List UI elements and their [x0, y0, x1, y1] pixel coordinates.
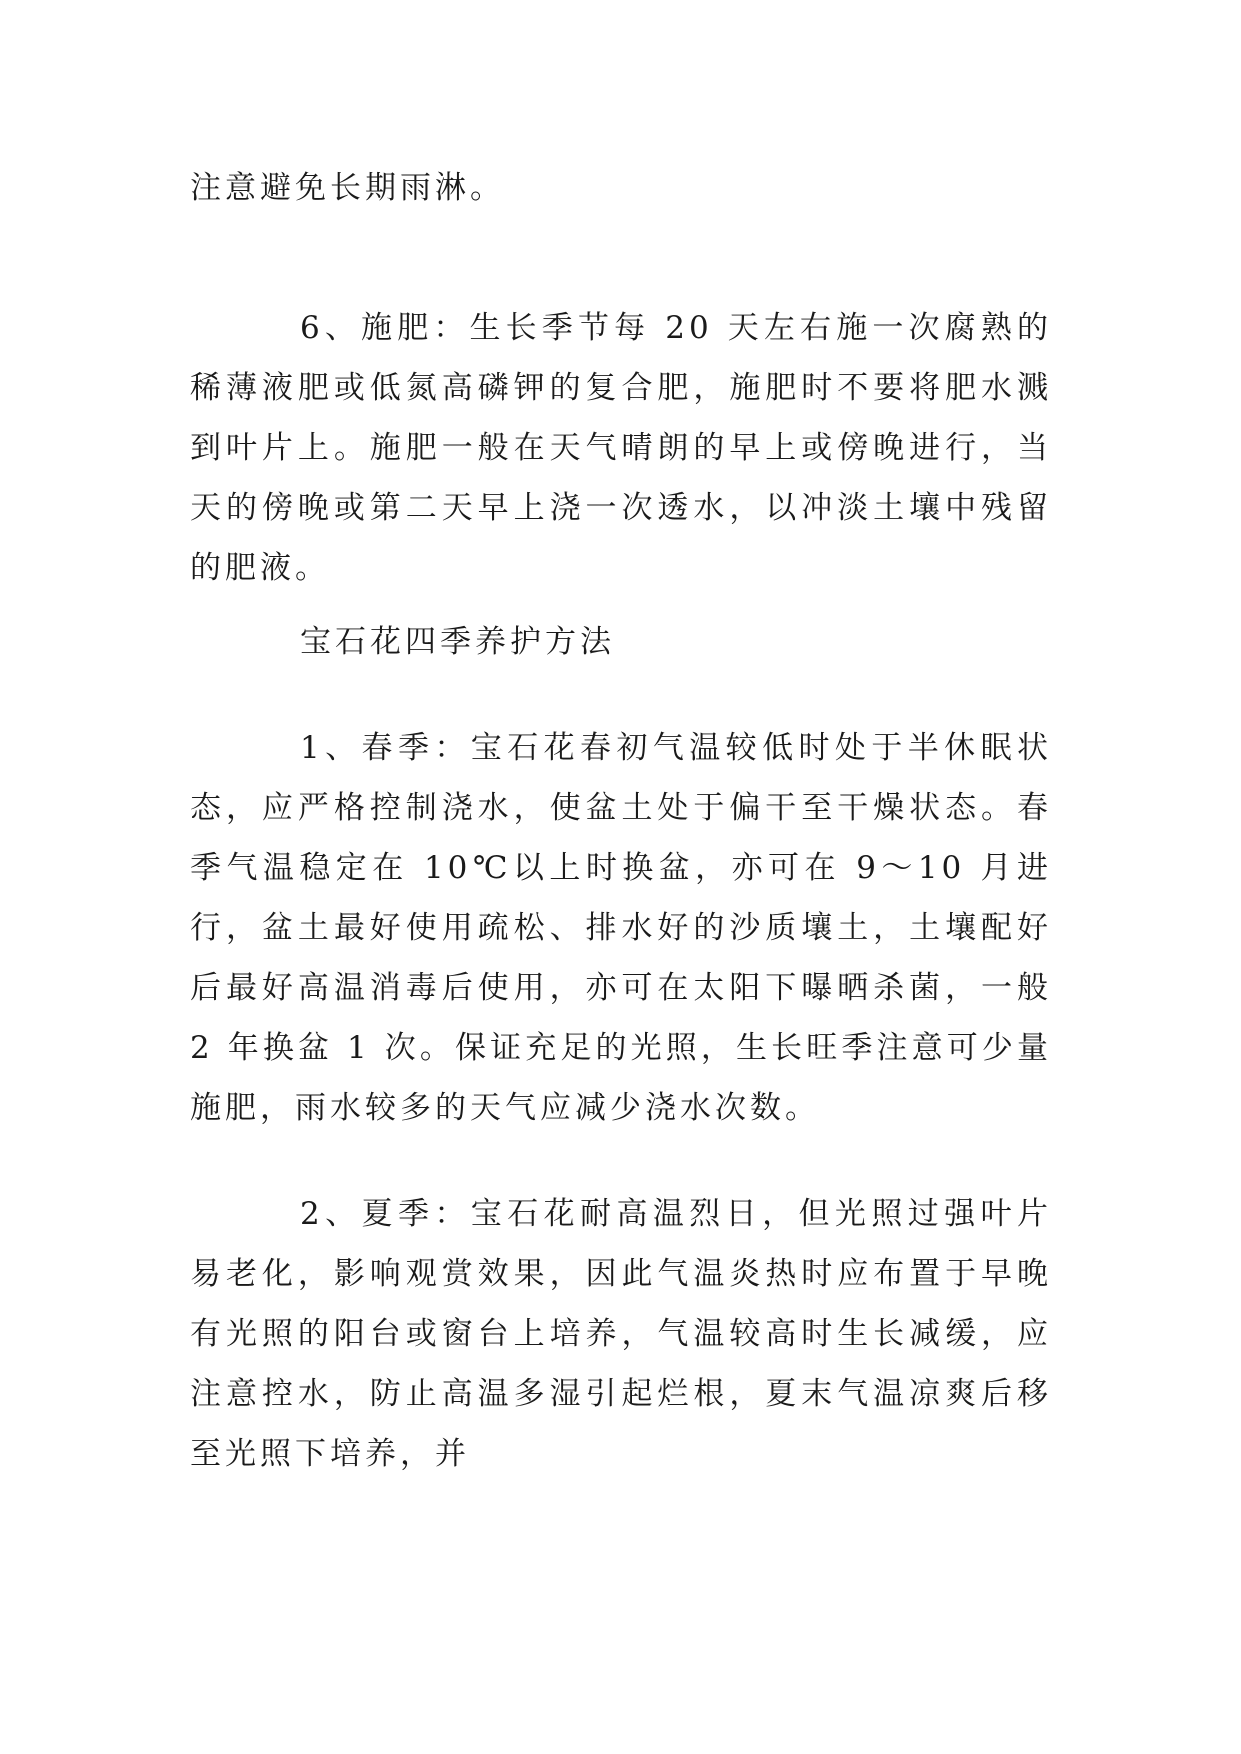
paragraph-summer: 2、夏季：宝石花耐高温烈日，但光照过强叶片易老化，影响观赏效果，因此气温炎热时应布置于早晚有光照的阳台或窗台上培养，气温较高时生长减缓，应注意控水，防止高温多湿引起烂根，夏末气温凉爽后移至光照下培养，并	[190, 1196, 1052, 1472]
paragraph-fertilizing: 6、施肥：生长季节每 20 天左右施一次腐熟的稀薄液肥或低氮高磷钾的复合肥，施肥时不要将肥水溅到叶片上。施肥一般在天气晴朗的早上或傍晚进行，当天的傍晚或第二天早上浇一次透水，以冲淡土壤中残留的肥液。	[190, 310, 1052, 586]
paragraph-rain-note: 注意避免长期雨淋。	[190, 170, 505, 206]
section-heading: 宝石花四季养护方法	[300, 624, 615, 660]
paragraph-spring: 1、春季：宝石花春初气温较低时处于半休眠状态，应严格控制浇水，使盆土处于偏干至干燥状态。春季气温稳定在 10℃以上时换盆，亦可在 9～10 月进行，盆土最好使用疏松、排水好的沙质壤土，土壤配好后最好高温消毒后使用，亦可在太阳下曝晒杀菌，一般 2 年换盆 1 次。保证充足的光照，生长旺季注意可少量施肥，雨水较多的天气应减少浇水次数。	[190, 730, 1052, 1126]
